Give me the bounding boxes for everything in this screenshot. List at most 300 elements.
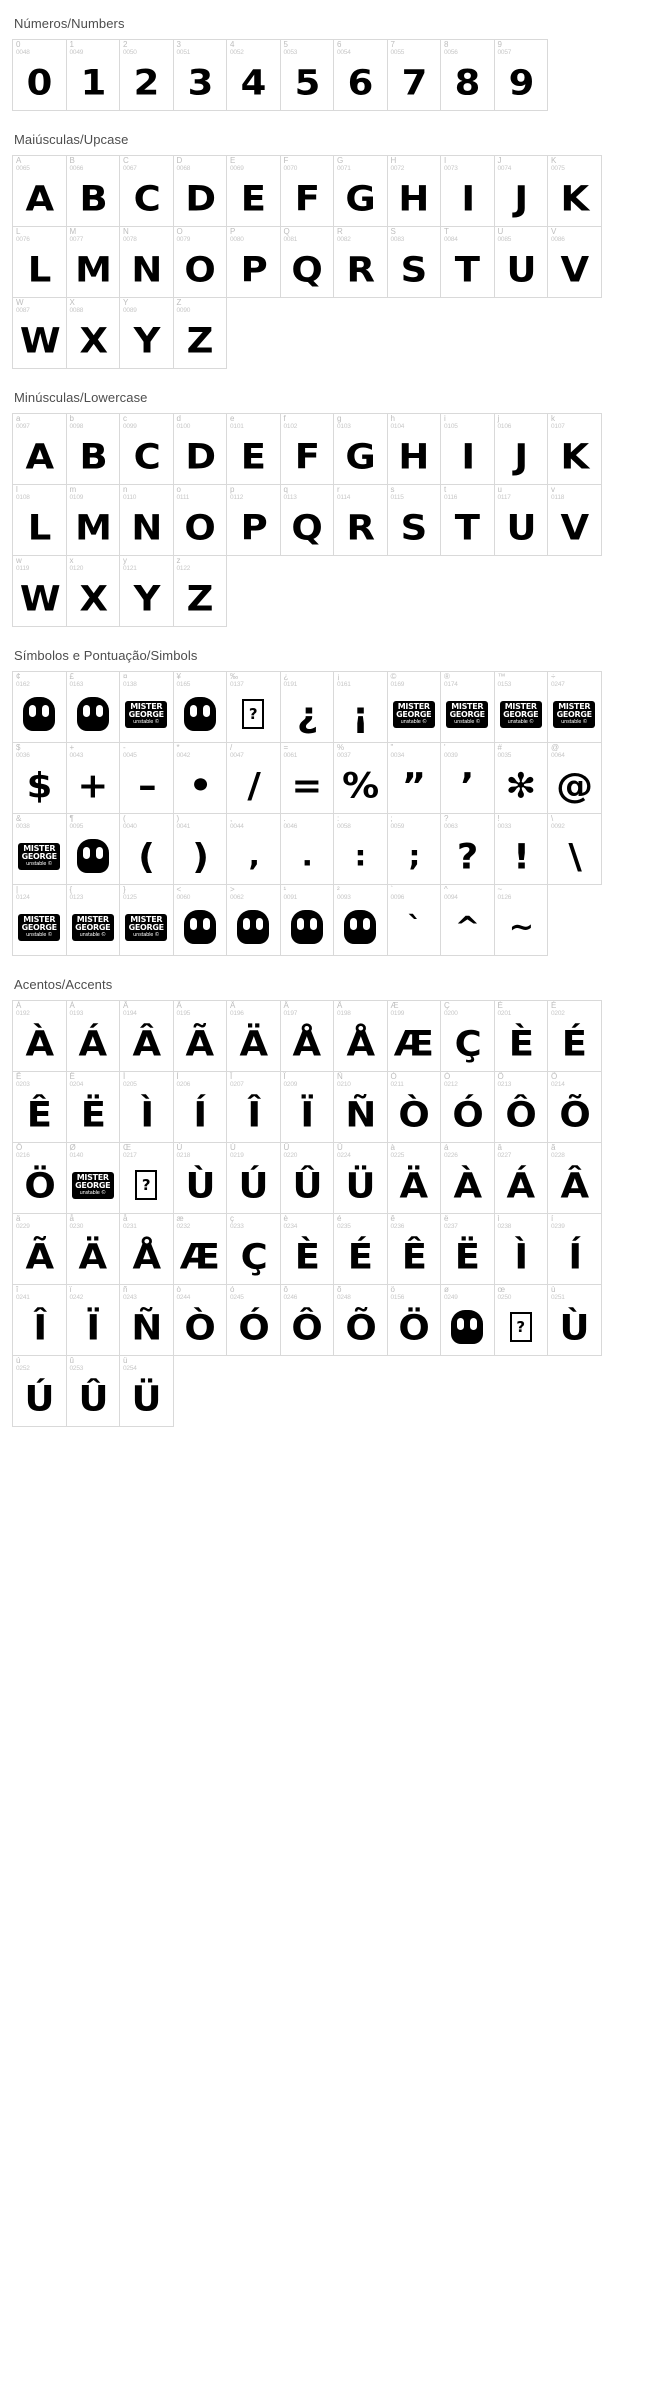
glyph-cell[interactable] (494, 884, 549, 956)
glyph-cell[interactable] (173, 484, 228, 556)
glyph-cell[interactable] (547, 1284, 602, 1356)
glyph-cell[interactable] (440, 39, 495, 111)
glyph-cell[interactable] (494, 1000, 549, 1072)
glyph-code-label: 0233 (230, 1223, 244, 1230)
glyph-cell[interactable] (173, 1071, 228, 1143)
glyph-cell[interactable] (12, 484, 67, 556)
glyph-cell[interactable] (12, 1000, 67, 1072)
glyph-art (227, 830, 280, 882)
glyph-cell[interactable] (333, 884, 388, 956)
glyph-cell[interactable] (547, 1213, 602, 1285)
glyph-code-label: 0140 (69, 1152, 84, 1159)
glyph-meta (444, 228, 491, 244)
mister-george-logo-icon (553, 701, 595, 728)
glyph-cell[interactable] (547, 813, 602, 885)
glyph-char: T (455, 506, 480, 548)
glyph-cell[interactable] (494, 1071, 549, 1143)
glyph-cell[interactable] (12, 671, 67, 743)
glyph-cell[interactable] (119, 484, 174, 556)
glyph-cell[interactable] (173, 813, 228, 885)
glyph-cell[interactable] (280, 226, 335, 298)
glyph-code-label: 0047 (230, 752, 244, 759)
glyph-cell[interactable] (226, 671, 281, 743)
glyph-code-label: 0063 (444, 823, 458, 830)
glyph-cell[interactable] (333, 484, 388, 556)
glyph-cell[interactable] (280, 742, 335, 814)
glyph-cell[interactable] (119, 1071, 174, 1143)
glyph-cell[interactable] (333, 226, 388, 298)
glyph-art (227, 501, 280, 553)
glyph-meta (123, 1357, 170, 1373)
glyph-char: ¡ (352, 693, 369, 735)
glyph-cell[interactable] (387, 742, 442, 814)
glyph-cell[interactable] (119, 1284, 174, 1356)
glyph-art (67, 56, 120, 108)
glyph-cell[interactable] (547, 1071, 602, 1143)
glyph-cell[interactable] (119, 297, 174, 369)
glyph-char: D (184, 177, 215, 219)
glyph-art (281, 830, 334, 882)
glyph-meta (284, 673, 331, 689)
glyph-cell[interactable] (440, 1142, 495, 1214)
glyph-cell[interactable] (547, 226, 602, 298)
glyph-cell[interactable] (226, 39, 281, 111)
glyph-code-label: 0210 (337, 1081, 351, 1088)
glyph-char-label: 1 (69, 40, 74, 49)
glyph-art (281, 1301, 334, 1353)
glyph-cell[interactable] (387, 484, 442, 556)
glyph-code-label: 0229 (16, 1223, 30, 1230)
glyph-cell[interactable] (173, 1000, 228, 1072)
glyph-cell[interactable] (66, 1000, 121, 1072)
glyph-char-label: O (176, 227, 183, 236)
glyph-char-label: { (69, 885, 73, 894)
glyph-cell[interactable] (66, 555, 121, 627)
glyph-cell[interactable] (66, 742, 121, 814)
glyph-char-label: d (176, 414, 181, 423)
glyph-cell[interactable] (387, 1142, 442, 1214)
glyph-art (13, 572, 66, 624)
glyph-cell[interactable] (440, 742, 495, 814)
glyph-cell[interactable] (494, 813, 549, 885)
glyph-cell[interactable] (547, 413, 602, 485)
glyph-art (441, 1159, 494, 1211)
glyph-cell[interactable] (440, 226, 495, 298)
glyph-cell[interactable] (119, 884, 174, 956)
glyph-meta (123, 1002, 170, 1018)
blob-glyph-icon (77, 839, 109, 873)
glyph-cell[interactable] (119, 155, 174, 227)
glyph-cell[interactable] (12, 155, 67, 227)
glyph-cell[interactable] (440, 1000, 495, 1072)
glyph-code-label: 0206 (176, 1081, 191, 1088)
glyph-char-label: ‰ (230, 672, 238, 681)
glyph-code-label: 0095 (69, 823, 84, 830)
glyph-meta (444, 815, 491, 831)
glyph-char-label: h (390, 414, 395, 423)
glyph-meta (123, 415, 170, 431)
glyph-cell[interactable] (226, 413, 281, 485)
glyph-cell[interactable] (173, 297, 228, 369)
glyph-cell[interactable] (173, 742, 228, 814)
glyph-meta (498, 744, 545, 760)
glyph-art (227, 1159, 280, 1211)
glyph-char-label: W (16, 298, 24, 307)
glyph-code-label: 0040 (123, 823, 137, 830)
glyph-char: Â (132, 1022, 160, 1064)
glyph-cell[interactable] (280, 155, 335, 227)
glyph-meta (337, 1215, 384, 1231)
glyph-code-label: 0227 (497, 1152, 512, 1159)
glyph-cell[interactable] (333, 155, 388, 227)
glyph-char: , (248, 839, 259, 873)
glyph-cell[interactable] (226, 1142, 281, 1214)
glyph-cell[interactable] (333, 1213, 388, 1285)
glyph-char-label: í (551, 1214, 554, 1223)
glyph-cell[interactable] (387, 413, 442, 485)
glyph-art (495, 759, 548, 811)
glyph-char: Í (193, 1093, 207, 1135)
glyph-cell[interactable] (66, 1142, 121, 1214)
glyph-cell[interactable] (226, 1213, 281, 1285)
glyph-code-label: 0116 (444, 494, 458, 501)
glyph-cell[interactable] (119, 1213, 174, 1285)
glyph-cell[interactable] (66, 813, 121, 885)
glyph-cell[interactable] (280, 1071, 335, 1143)
logo-line-3: unstable © (133, 932, 160, 938)
glyph-cell[interactable] (494, 1284, 549, 1356)
glyph-code-label: 0103 (337, 423, 351, 430)
glyph-art (334, 1159, 387, 1211)
glyph-char: À (25, 1022, 53, 1064)
glyph-cell[interactable] (12, 813, 67, 885)
glyph-cell[interactable] (66, 297, 121, 369)
glyph-code-label: 0056 (444, 49, 458, 56)
glyph-cell[interactable] (119, 555, 174, 627)
glyph-cell[interactable] (226, 742, 281, 814)
glyph-cell[interactable] (226, 1071, 281, 1143)
glyph-char-label: Ú (230, 1143, 236, 1152)
glyph-art (13, 830, 66, 882)
glyph-cell[interactable] (12, 555, 67, 627)
glyph-meta (70, 1073, 117, 1089)
glyph-cell[interactable] (173, 155, 228, 227)
glyph-cell[interactable] (387, 1284, 442, 1356)
glyph-code-label: 0248 (337, 1294, 351, 1301)
glyph-char: Ó (238, 1306, 269, 1348)
glyph-art (120, 759, 173, 811)
glyph-char: Q (291, 506, 322, 548)
glyph-cell[interactable] (173, 1142, 228, 1214)
glyph-meta (337, 1073, 384, 1089)
glyph-cell[interactable] (12, 742, 67, 814)
glyph-cell[interactable] (226, 226, 281, 298)
glyph-cell[interactable] (333, 813, 388, 885)
glyph-cell[interactable] (547, 671, 602, 743)
glyph-cell[interactable] (66, 1355, 121, 1427)
glyph-cell[interactable] (387, 39, 442, 111)
glyph-cell[interactable] (280, 1213, 335, 1285)
glyph-cell[interactable] (333, 671, 388, 743)
glyph-char-label: ™ (497, 672, 506, 681)
glyph-char-label: 6 (337, 40, 342, 49)
glyph-cell[interactable] (66, 484, 121, 556)
glyph-cell[interactable] (66, 226, 121, 298)
glyph-cell[interactable] (173, 1213, 228, 1285)
glyph-cell[interactable] (440, 155, 495, 227)
glyph-meta (391, 1144, 438, 1160)
glyph-cell[interactable] (12, 297, 67, 369)
glyph-code-label: 0113 (283, 494, 297, 501)
glyph-cell[interactable] (440, 813, 495, 885)
glyph-cell[interactable] (173, 226, 228, 298)
glyph-art (441, 1230, 494, 1282)
glyph-art (441, 430, 494, 482)
glyph-cell[interactable] (280, 39, 335, 111)
glyph-cell[interactable] (173, 884, 228, 956)
glyph-cell[interactable] (547, 484, 602, 556)
glyph-char-label: y (123, 556, 127, 565)
glyph-meta (284, 41, 331, 57)
glyph-cell[interactable] (66, 1071, 121, 1143)
glyph-cell[interactable] (440, 1213, 495, 1285)
glyph-cell[interactable] (494, 742, 549, 814)
glyph-cell[interactable] (440, 1284, 495, 1356)
glyph-cell[interactable] (12, 1071, 67, 1143)
glyph-char: È (294, 1235, 319, 1277)
glyph-char: Y (133, 577, 160, 619)
glyph-cell[interactable] (12, 226, 67, 298)
glyph-char: Ô (291, 1306, 322, 1348)
glyph-cell[interactable] (280, 1000, 335, 1072)
glyph-cell[interactable] (173, 671, 228, 743)
glyph-cell[interactable] (226, 884, 281, 956)
glyph-code-label: 0058 (337, 823, 351, 830)
glyph-cell[interactable] (226, 1000, 281, 1072)
glyph-meta (123, 1144, 170, 1160)
glyph-char: G (345, 177, 375, 219)
glyph-char: $ (26, 764, 52, 806)
glyph-char-label: è (283, 1214, 288, 1223)
glyph-char-label: ø (444, 1285, 449, 1294)
glyph-char-label: ã (551, 1143, 556, 1152)
logo-line-1: MISTER (76, 915, 109, 924)
glyph-cell[interactable] (494, 155, 549, 227)
glyph-cell[interactable] (547, 1142, 602, 1214)
glyph-code-label: 0251 (551, 1294, 565, 1301)
glyph-code-label: 0203 (16, 1081, 30, 1088)
glyph-art (548, 430, 601, 482)
glyph-cell[interactable] (226, 155, 281, 227)
glyph-cell[interactable] (387, 884, 442, 956)
glyph-cell[interactable] (333, 1071, 388, 1143)
glyph-cell[interactable] (119, 1142, 174, 1214)
glyph-cell[interactable] (173, 555, 228, 627)
glyph-cell[interactable] (333, 742, 388, 814)
glyph-art (334, 1230, 387, 1282)
glyph-meta (16, 1002, 63, 1018)
glyph-cell[interactable] (333, 413, 388, 485)
glyph-cell[interactable] (119, 226, 174, 298)
glyph-cell[interactable] (66, 884, 121, 956)
glyph-cell[interactable] (12, 1142, 67, 1214)
glyph-meta (551, 815, 598, 831)
glyph-cell[interactable] (387, 226, 442, 298)
glyph-code-label: 0052 (230, 49, 244, 56)
glyph-cell[interactable] (280, 484, 335, 556)
glyph-char-label: / (230, 743, 233, 752)
glyph-cell[interactable] (66, 155, 121, 227)
glyph-cell[interactable] (494, 39, 549, 111)
glyph-cell[interactable] (387, 1213, 442, 1285)
glyph-char: Í (567, 1235, 581, 1277)
glyph-cell[interactable] (494, 1213, 549, 1285)
glyph-cell[interactable] (333, 1284, 388, 1356)
glyph-char-label: À (16, 1001, 22, 1010)
glyph-char: J (514, 177, 528, 219)
glyph-cell[interactable] (12, 1284, 67, 1356)
glyph-cell[interactable] (119, 742, 174, 814)
glyph-meta (70, 1002, 117, 1018)
glyph-code-label: 0138 (123, 681, 137, 688)
glyph-cell[interactable] (173, 39, 228, 111)
section-title-lowercase: Minúsculas/Lowercase (14, 390, 148, 405)
glyph-char: W (19, 577, 60, 619)
glyph-cell[interactable] (440, 884, 495, 956)
glyph-cell[interactable] (440, 671, 495, 743)
glyph-art (388, 1017, 441, 1069)
glyph-code-label: 0246 (283, 1294, 298, 1301)
glyph-char: À (453, 1164, 481, 1206)
glyph-cell[interactable] (119, 39, 174, 111)
glyph-cell[interactable] (387, 1000, 442, 1072)
glyph-art (120, 1372, 173, 1424)
glyph-code-label: 0092 (551, 823, 565, 830)
logo-line-3: unstable © (79, 932, 106, 938)
glyph-cell[interactable] (226, 813, 281, 885)
glyph-char-label: Á (69, 1001, 75, 1010)
glyph-char-label: x (69, 556, 74, 565)
glyph-cell[interactable] (226, 1284, 281, 1356)
glyph-cell[interactable] (66, 39, 121, 111)
glyph-cell[interactable] (280, 813, 335, 885)
glyph-art (334, 172, 387, 224)
glyph-cell[interactable] (173, 1284, 228, 1356)
glyph-code-label: 0244 (176, 1294, 191, 1301)
glyph-cell[interactable] (119, 813, 174, 885)
glyph-cell[interactable] (440, 1071, 495, 1143)
glyph-cell[interactable] (119, 413, 174, 485)
glyph-cell[interactable] (440, 413, 495, 485)
glyph-cell[interactable] (66, 1284, 121, 1356)
glyph-char: Ò (184, 1306, 215, 1348)
glyph-cell[interactable] (333, 1142, 388, 1214)
glyph-art (67, 243, 120, 295)
glyph-cell[interactable] (12, 39, 67, 111)
glyph-cell[interactable] (173, 413, 228, 485)
glyph-char: T (455, 248, 480, 290)
glyph-cell[interactable] (119, 1355, 174, 1427)
glyph-char-label: e (230, 414, 235, 423)
glyph-cell[interactable] (66, 413, 121, 485)
glyph-cell[interactable] (119, 1000, 174, 1072)
glyph-cell[interactable] (547, 1000, 602, 1072)
glyph-char: Ç (454, 1022, 481, 1064)
logo-line-2: GEORGE (556, 710, 592, 719)
glyph-art (281, 1088, 334, 1140)
glyph-meta (230, 815, 277, 831)
glyph-cell[interactable] (12, 1213, 67, 1285)
glyph-char-label: F (283, 156, 289, 165)
glyph-cell[interactable] (280, 1284, 335, 1356)
glyph-cell[interactable] (387, 155, 442, 227)
glyph-char-label: } (123, 885, 126, 894)
glyph-art (334, 56, 387, 108)
glyph-cell[interactable] (226, 484, 281, 556)
glyph-cell[interactable] (333, 1000, 388, 1072)
glyph-cell[interactable] (280, 1142, 335, 1214)
glyph-cell[interactable] (440, 484, 495, 556)
glyph-cell[interactable] (547, 155, 602, 227)
glyph-char: E (241, 435, 266, 477)
glyph-art (174, 830, 227, 882)
glyph-cell[interactable] (494, 413, 549, 485)
glyph-char: 1 (80, 61, 106, 103)
glyph-art (227, 56, 280, 108)
glyph-meta (551, 157, 598, 173)
glyph-meta (177, 1002, 224, 1018)
glyph-char: : (354, 839, 366, 873)
glyph-char-label: % (337, 743, 345, 752)
glyph-cell[interactable] (494, 1142, 549, 1214)
glyph-cell[interactable] (66, 671, 121, 743)
glyph-cell[interactable] (494, 484, 549, 556)
glyph-cell[interactable] (12, 884, 67, 956)
glyph-cell[interactable] (280, 671, 335, 743)
glyph-cell[interactable] (280, 413, 335, 485)
glyph-cell[interactable] (387, 813, 442, 885)
logo-line-2: GEORGE (75, 923, 111, 932)
glyph-char: S (400, 506, 427, 548)
glyph-art (120, 56, 173, 108)
glyph-code-label: 0126 (497, 894, 512, 901)
glyph-art (548, 243, 601, 295)
glyph-cell[interactable] (547, 742, 602, 814)
glyph-meta (123, 299, 170, 315)
glyph-char: Ô (505, 1093, 536, 1135)
glyph-cell[interactable] (387, 671, 442, 743)
glyph-char: Û (78, 1377, 108, 1419)
glyph-cell[interactable] (387, 1071, 442, 1143)
glyph-cell[interactable] (12, 413, 67, 485)
glyph-code-label: 0071 (337, 165, 351, 172)
glyph-cell[interactable] (494, 226, 549, 298)
glyph-cell[interactable] (12, 1355, 67, 1427)
glyph-cell[interactable] (66, 1213, 121, 1285)
glyph-meta (444, 673, 491, 689)
glyph-cell[interactable] (494, 671, 549, 743)
glyph-code-label: 0089 (123, 307, 137, 314)
glyph-art (174, 759, 227, 811)
glyph-cell[interactable] (280, 884, 335, 956)
glyph-cell[interactable] (119, 671, 174, 743)
glyph-code-label: 0235 (337, 1223, 351, 1230)
glyph-char-label: ¥ (176, 672, 181, 681)
glyph-meta (177, 415, 224, 431)
glyph-art (13, 1159, 66, 1211)
logo-line-2: GEORGE (128, 923, 164, 932)
glyph-cell[interactable] (333, 39, 388, 111)
